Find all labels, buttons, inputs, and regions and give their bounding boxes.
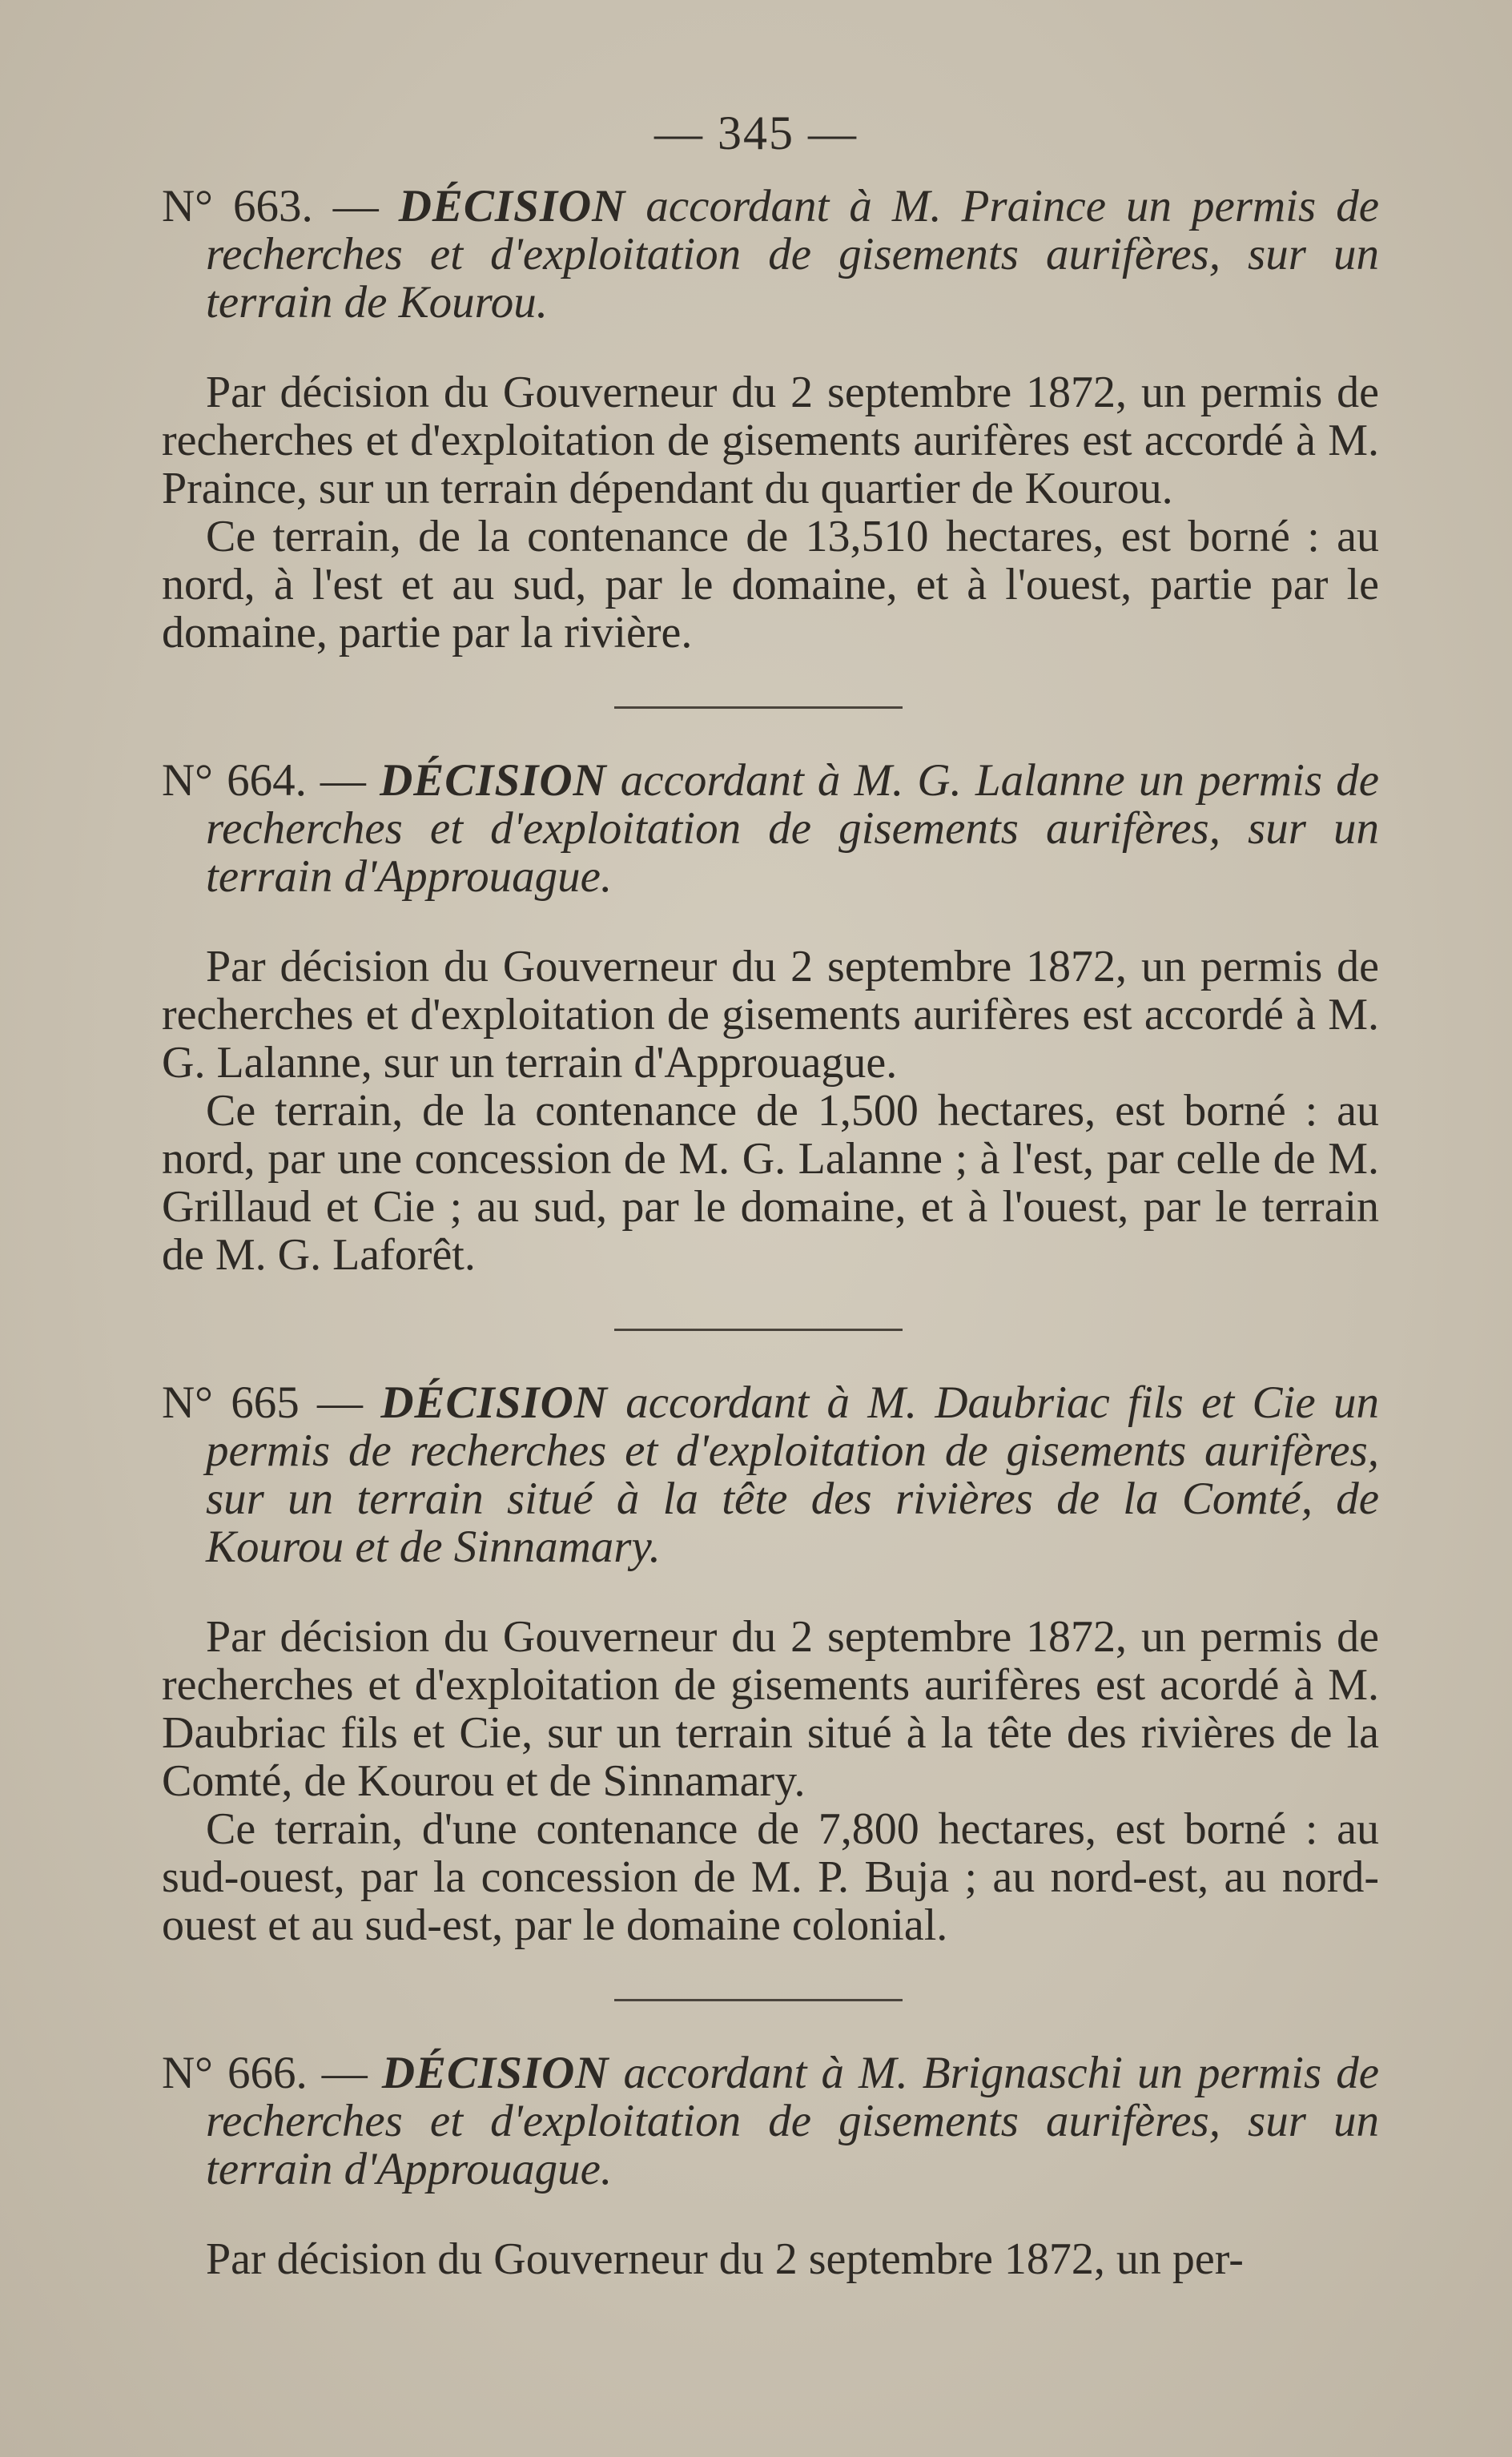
entry-heading (162, 2049, 1379, 2194)
entry-heading (162, 757, 1379, 901)
paragraph: Ce terrain, de la contenance de 13,510 hectares, est borné : au nord, à l'est et au sud, par le domaine, et à l'ouest, partie par le domaine, partie par la rivière. (162, 512, 1379, 657)
heading-text: accordant à M. G. Lalanne un permis de recherches et d'exploitation de gisements aurifères, sur un terrain d'Approuague. (206, 755, 1380, 902)
entry-heading (162, 1379, 1379, 1571)
entry-number: N° 666. — (162, 2048, 368, 2098)
entry-665 (162, 1379, 1379, 1949)
paragraph: Ce terrain, de la contenance de 1,500 hectares, est borné : au nord, par une concession de M. G. Lalanne ; à l'est, par celle de M. Grillaud et Cie ; au sud, par le domaine, et à l'ouest, par le terrain de M. G. Laforêt. (162, 1086, 1379, 1280)
heading-text: accordant à M. Daubriac fils et Cie un permis de recherches et d'exploitation de gisements aurifères, sur un terrain situé à la tête des rivières de la Comté, de Kourou et de Sinnamary. (206, 1377, 1379, 1572)
section-divider (614, 706, 903, 709)
heading-word: DÉCISION (398, 181, 626, 231)
entry-number: N° 663. — (162, 181, 379, 231)
section-divider (614, 1329, 903, 1331)
heading-word: DÉCISION (380, 755, 607, 806)
page-number: — 345 — (654, 107, 858, 159)
entry-heading (162, 183, 1379, 327)
paragraph: Ce terrain, d'une contenance de 7,800 hectares, est borné : au sud-ouest, par la concession de M. P. Buja ; au nord-est, au nord-ouest et au sud-est, par le domaine colonial. (162, 1804, 1379, 1950)
paragraph: Par décision du Gouverneur du 2 septembre 1872, un per- (206, 2234, 1244, 2284)
heading-text: accordant à M. Brignaschi un permis de recherches et d'exploitation de gisements aurifères, sur un terrain d'Approuague. (206, 2048, 1380, 2194)
text-column (162, 183, 1379, 2283)
paragraph: Par décision du Gouverneur du 2 septembre 1872, un permis de recherches et d'exploitation de gisements aurifères est accordé à M. Praince, sur un terrain dépendant du quartier de Kourou. (162, 368, 1379, 513)
heading-word: DÉCISION (381, 2048, 609, 2098)
entry-number: N° 665 — (162, 1377, 364, 1428)
heading-text: accordant à M. Praince un permis de recherches et d'exploitation de gisements aurifères, sur un terrain de Kourou. (206, 181, 1380, 328)
entry-663 (162, 183, 1379, 657)
entry-666 (162, 2049, 1379, 2283)
entry-664 (162, 757, 1379, 1279)
section-divider (614, 1999, 903, 2001)
paragraph: Par décision du Gouverneur du 2 septembre 1872, un permis de recherches et d'exploitation de gisements aurifères est acordé à M. Daubriac fils et Cie, sur un terrain situé à la tête des rivières de la Comté, de Kourou et de Sinnamary. (162, 1612, 1379, 1806)
heading-word: DÉCISION (380, 1377, 608, 1428)
paragraph: Par décision du Gouverneur du 2 septembre 1872, un permis de recherches et d'exploitation de gisements aurifères est accordé à M. G. Lalanne, sur un terrain d'Approuague. (162, 942, 1379, 1088)
entry-number: N° 664. — (162, 755, 366, 806)
